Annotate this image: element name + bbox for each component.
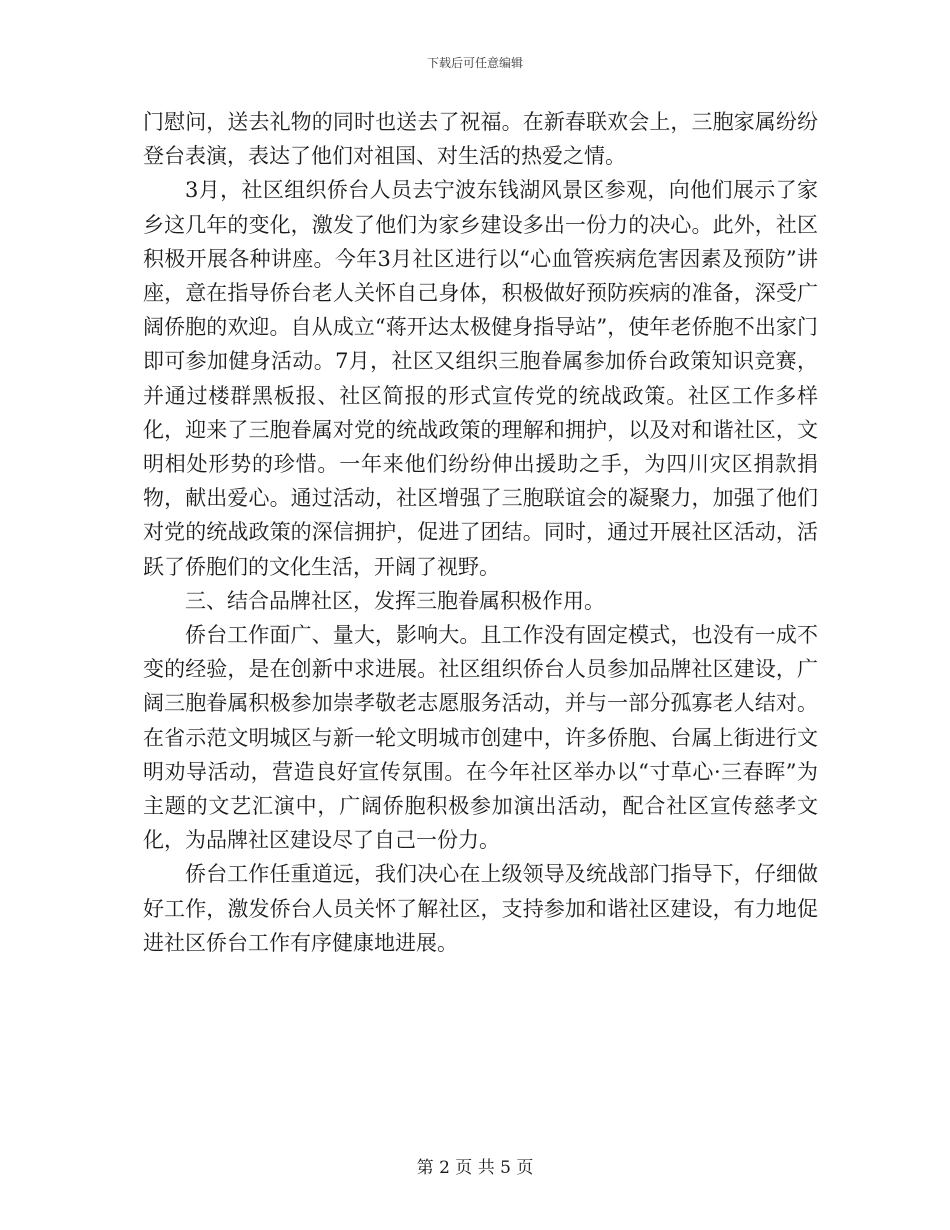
paragraph-5: 侨台工作任重道远，我们决心在上级领导及统战部门指导下，仔细做好工作，激发侨台人员关怀了解社区，支持参加和谐社区建设，有力地促进社区侨台工作有序健康地进展。	[143, 862, 818, 955]
section-heading-3: 三、结合品牌社区，发挥三胞眷属积极作用。	[185, 588, 605, 613]
document-body	[143, 105, 818, 960]
page-header: 下载后可任意编辑	[426, 56, 523, 70]
page-number-footer: 第 2 页 共 5 页	[416, 1158, 534, 1178]
paragraph-1: 门慰问，送去礼物的同时也送去了祝福。在新春联欢会上，三胞家属纷纷登台表演，表达了他们对祖国、对生活的热爱之情。	[143, 110, 818, 169]
paragraph-4: 侨台工作面广、量大，影响大。且工作没有固定模式，也没有一成不变的经验，是在创新中求进展。社区组织侨台人员参加品牌社区建设，广阔三胞眷属积极参加崇孝敬老志愿服务活动，并与一部分孤寡老人结对。在省示范文明城区与新一轮文明城市创建中，许多侨胞、台属上街进行文明劝导活动，营造良好宣传氛围。在今年社区举办以“寸草心·三春晖”为主题的文艺汇演中，广阔侨胞积极参加演出活动，配合社区宣传慈孝文化，为品牌社区建设尽了自己一份力。	[143, 623, 818, 853]
paragraph-2: 3月，社区组织侨台人员去宁波东钱湖风景区参观，向他们展示了家乡这几年的变化，激发了他们为家乡建设多出一份力的决心。此外，社区积极开展各种讲座。今年3月社区进行以“心血管疾病危害因素及预防”讲座，意在指导侨台老人关怀自己身体，积极做好预防疾病的准备，深受广阔侨胞的欢迎。自从成立“蒋开达太极健身指导站”，使年老侨胞不出家门即可参加健身活动。7月，社区又组织三胞眷属参加侨台政策知识竞赛，并通过楼群黑板报、社区简报的形式宣传党的统战政策。社区工作多样化，迎来了三胞眷属对党的统战政策的理解和拥护，以及对和谐社区，文明相处形势的珍惜。一年来他们纷纷伸出援助之手，为四川灾区捐款捐物，献出爱心。通过活动，社区增强了三胞联谊会的凝聚力，加强了他们对党的统战政策的深信拥护，促进了团结。同时，通过开展社区活动，活跃了侨胞们的文化生活，开阔了视野。	[143, 178, 818, 579]
